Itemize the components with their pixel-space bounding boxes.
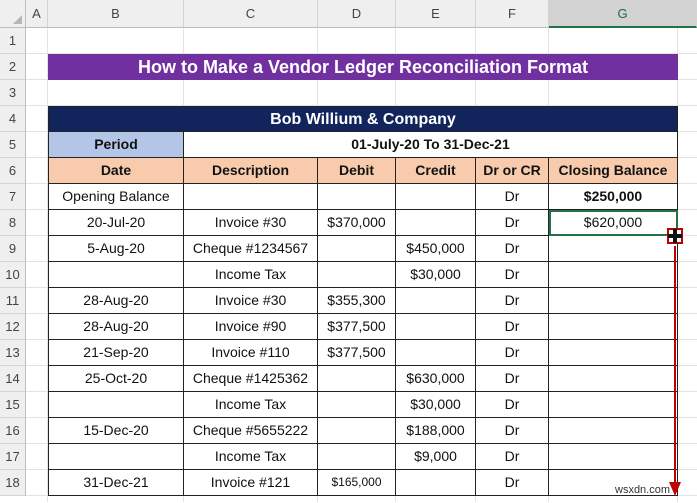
- cell-debit[interactable]: [318, 262, 396, 288]
- cell-dr-or-cr[interactable]: Dr: [476, 184, 549, 210]
- cell-debit[interactable]: [318, 184, 396, 210]
- company-name: Bob Willium & Company: [48, 106, 678, 132]
- cell-date[interactable]: 15-Dec-20: [48, 418, 184, 444]
- row-header-12[interactable]: 12: [0, 314, 26, 340]
- cell-description[interactable]: Invoice #110: [184, 340, 318, 366]
- cell-closing-balance[interactable]: [549, 340, 678, 366]
- cell-credit[interactable]: [396, 470, 476, 496]
- cell-date[interactable]: [48, 444, 184, 470]
- cell-closing-balance[interactable]: $250,000: [549, 184, 678, 210]
- column-header-f[interactable]: F: [476, 0, 549, 28]
- column-header-b[interactable]: B: [48, 0, 184, 28]
- cell-dr-or-cr[interactable]: Dr: [476, 262, 549, 288]
- row-header-5[interactable]: 5: [0, 132, 26, 158]
- cell-dr-or-cr[interactable]: Dr: [476, 236, 549, 262]
- cell-closing-balance[interactable]: [549, 236, 678, 262]
- cell-debit[interactable]: [318, 392, 396, 418]
- cell-dr-or-cr[interactable]: Dr: [476, 366, 549, 392]
- row-header-17[interactable]: 17: [0, 444, 26, 470]
- cell-debit[interactable]: $370,000: [318, 210, 396, 236]
- cell-dr-or-cr[interactable]: Dr: [476, 288, 549, 314]
- column-header-e[interactable]: E: [396, 0, 476, 28]
- header-date: Date: [48, 158, 184, 184]
- cell-date[interactable]: 21-Sep-20: [48, 340, 184, 366]
- cell-date[interactable]: Opening Balance: [48, 184, 184, 210]
- cell-dr-or-cr[interactable]: Dr: [476, 314, 549, 340]
- cell-dr-or-cr[interactable]: Dr: [476, 210, 549, 236]
- cell-description[interactable]: Income Tax: [184, 262, 318, 288]
- row-header-3[interactable]: 3: [0, 80, 26, 106]
- cell-description[interactable]: [184, 184, 318, 210]
- cell-credit[interactable]: [396, 340, 476, 366]
- row-header-15[interactable]: 15: [0, 392, 26, 418]
- column-header-g[interactable]: G: [549, 0, 697, 28]
- cell-debit[interactable]: $355,300: [318, 288, 396, 314]
- cell-description[interactable]: Invoice #30: [184, 210, 318, 236]
- cell-credit[interactable]: $450,000: [396, 236, 476, 262]
- cell-debit[interactable]: [318, 418, 396, 444]
- period-value: 01-July-20 To 31-Dec-21: [184, 132, 678, 158]
- cell-debit[interactable]: $165,000: [318, 470, 396, 496]
- header-description: Description: [184, 158, 318, 184]
- header-closing-balance: Closing Balance: [549, 158, 678, 184]
- cell-credit[interactable]: [396, 288, 476, 314]
- cell-dr-or-cr[interactable]: Dr: [476, 470, 549, 496]
- cell-closing-balance[interactable]: [549, 392, 678, 418]
- cell-debit[interactable]: $377,500: [318, 314, 396, 340]
- cell-description[interactable]: Invoice #121: [184, 470, 318, 496]
- header-credit: Credit: [396, 158, 476, 184]
- row-header-14[interactable]: 14: [0, 366, 26, 392]
- cell-closing-balance[interactable]: [549, 314, 678, 340]
- header-debit: Debit: [318, 158, 396, 184]
- cell-closing-balance[interactable]: $620,000: [549, 210, 678, 236]
- cell-credit[interactable]: $30,000: [396, 392, 476, 418]
- header-dr-or-cr: Dr or CR: [476, 158, 549, 184]
- cell-credit[interactable]: $30,000: [396, 262, 476, 288]
- cell-closing-balance[interactable]: [549, 444, 678, 470]
- row-header-7[interactable]: 7: [0, 184, 26, 210]
- cell-dr-or-cr[interactable]: Dr: [476, 444, 549, 470]
- cell-closing-balance[interactable]: [549, 262, 678, 288]
- page-title: How to Make a Vendor Ledger Reconciliation Format: [48, 54, 678, 80]
- cell-dr-or-cr[interactable]: Dr: [476, 340, 549, 366]
- cell-debit[interactable]: [318, 366, 396, 392]
- cell-credit[interactable]: [396, 210, 476, 236]
- row-header-16[interactable]: 16: [0, 418, 26, 444]
- cell-description[interactable]: Cheque #1234567: [184, 236, 318, 262]
- cell-closing-balance[interactable]: [549, 288, 678, 314]
- row-header-4[interactable]: 4: [0, 106, 26, 132]
- column-header-c[interactable]: C: [184, 0, 318, 28]
- column-header-a[interactable]: A: [26, 0, 48, 28]
- cell-credit[interactable]: [396, 314, 476, 340]
- cell-description[interactable]: Cheque #1425362: [184, 366, 318, 392]
- cell-date[interactable]: 5-Aug-20: [48, 236, 184, 262]
- crosshair-cursor-icon: [667, 228, 683, 244]
- cell-debit[interactable]: $377,500: [318, 340, 396, 366]
- cell-description[interactable]: Income Tax: [184, 444, 318, 470]
- cell-date[interactable]: 20-Jul-20: [48, 210, 184, 236]
- cell-credit[interactable]: $9,000: [396, 444, 476, 470]
- cell-credit[interactable]: $188,000: [396, 418, 476, 444]
- row-header-9[interactable]: 9: [0, 236, 26, 262]
- select-all-corner[interactable]: [0, 0, 26, 28]
- cell-date[interactable]: 28-Aug-20: [48, 314, 184, 340]
- row-header-10[interactable]: 10: [0, 262, 26, 288]
- cell-dr-or-cr[interactable]: Dr: [476, 392, 549, 418]
- cell-debit[interactable]: [318, 236, 396, 262]
- cell-closing-balance[interactable]: [549, 418, 678, 444]
- row-header-6[interactable]: 6: [0, 158, 26, 184]
- cell-date[interactable]: [48, 392, 184, 418]
- row-header-2[interactable]: 2: [0, 54, 26, 80]
- cell-credit[interactable]: [396, 184, 476, 210]
- row-header-8[interactable]: 8: [0, 210, 26, 236]
- period-label: Period: [48, 132, 184, 158]
- cell-date[interactable]: 25-Oct-20: [48, 366, 184, 392]
- watermark-text: wsxdn.com: [615, 484, 671, 496]
- cell-description[interactable]: Cheque #5655222: [184, 418, 318, 444]
- row-header-18[interactable]: 18: [0, 470, 26, 496]
- cell-date[interactable]: 28-Aug-20: [48, 288, 184, 314]
- row-header-1[interactable]: 1: [0, 28, 26, 54]
- row-header-13[interactable]: 13: [0, 340, 26, 366]
- cell-closing-balance[interactable]: [549, 366, 678, 392]
- cell-credit[interactable]: $630,000: [396, 366, 476, 392]
- cell-description[interactable]: Income Tax: [184, 392, 318, 418]
- column-header-d[interactable]: D: [318, 0, 396, 28]
- cell-dr-or-cr[interactable]: Dr: [476, 418, 549, 444]
- cell-date[interactable]: 31-Dec-21: [48, 470, 184, 496]
- cell-debit[interactable]: [318, 444, 396, 470]
- row-header-11[interactable]: 11: [0, 288, 26, 314]
- drag-down-arrow-icon: [668, 246, 682, 498]
- cell-description[interactable]: Invoice #90: [184, 314, 318, 340]
- cell-date[interactable]: [48, 262, 184, 288]
- cell-description[interactable]: Invoice #30: [184, 288, 318, 314]
